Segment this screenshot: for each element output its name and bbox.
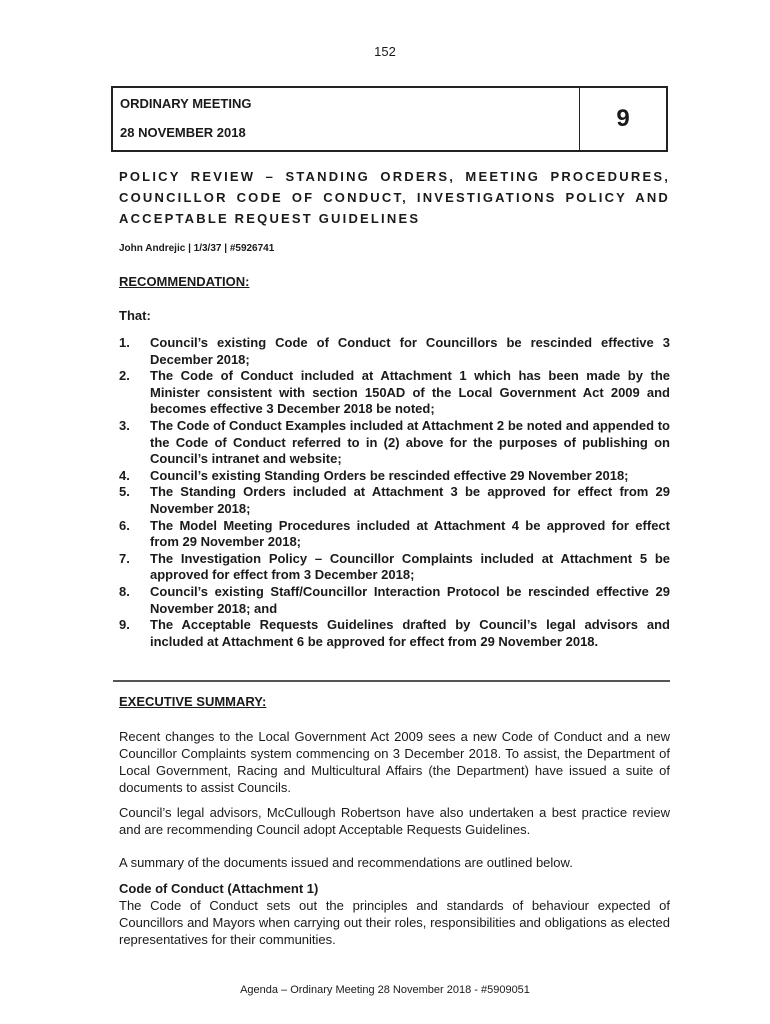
item-number: 1.	[119, 335, 130, 350]
recommendation-intro: That:	[119, 308, 151, 323]
item-text: Council’s existing Standing Orders be rescinded effective 29 November 2018;	[150, 467, 629, 483]
item-number: 9.	[119, 617, 130, 633]
item-number: 6.	[119, 517, 130, 533]
item-number: 5.	[119, 484, 130, 500]
agenda-item-number: 9	[616, 105, 630, 132]
recommendation-heading: RECOMMENDATION:	[119, 274, 250, 289]
list-item	[119, 551, 670, 584]
item-text: The Model Meeting Procedures included at Attachment 4 be approved for effect from 29 November 2018;	[150, 517, 670, 550]
list-item	[119, 617, 670, 650]
item-text: Council’s existing Code of Conduct for Councillors be rescinded effective 3 December 2018;	[150, 335, 670, 367]
section-divider	[113, 680, 670, 682]
list-item	[119, 584, 670, 617]
code-of-conduct-text: The Code of Conduct sets out the principles and standards of behaviour expected of Councillors and Mayors when carrying out their roles, responsibilities and obligations as elected representatives for their communities.	[119, 898, 670, 947]
code-of-conduct-section	[119, 880, 670, 948]
item-text: The Standing Orders included at Attachment 3 be approved for effect from 29 November 2018;	[150, 484, 670, 516]
page-number: 152	[374, 44, 396, 59]
summary-paragraph-2: Council’s legal advisors, McCullough Robertson have also undertaken a best practice review and are recommending Council adopt Acceptable Requests Guidelines.	[119, 805, 670, 837]
page-footer: Agenda – Ordinary Meeting 28 November 2018 - #5909051	[240, 984, 530, 996]
list-item	[119, 518, 670, 551]
executive-summary-heading: EXECUTIVE SUMMARY:	[119, 694, 267, 709]
item-text: Council’s existing Staff/Councillor Interaction Protocol be rescinded effective 29 November 2018; and	[150, 583, 670, 616]
item-number: 4.	[119, 467, 130, 483]
meeting-date: 28 NOVEMBER 2018	[120, 125, 246, 140]
list-item	[119, 335, 670, 368]
item-number: 2.	[119, 368, 130, 384]
item-text: The Investigation Policy – Councillor Complaints included at Attachment 5 be approved for effect from 3 December 2018;	[150, 550, 670, 583]
code-of-conduct-heading: Code of Conduct (Attachment 1)	[119, 881, 319, 896]
meeting-info	[113, 88, 580, 150]
recommendation-list	[119, 335, 670, 650]
meeting-type: ORDINARY MEETING	[120, 96, 252, 111]
item-text: The Code of Conduct included at Attachment 1 which has been made by the Minister consistent with section 150AD of the Local Government Act 2009 and becomes effective 3 December 2018 be noted;	[150, 368, 670, 417]
summary-paragraph-3: A summary of the documents issued and recommendations are outlined below.	[119, 855, 573, 870]
item-text: The Code of Conduct Examples included at Attachment 2 be noted and appended to the Code of Conduct referred to in (2) above for the purposes of publishing on Council’s intranet and website;	[150, 417, 670, 467]
item-number: 3.	[119, 417, 130, 433]
list-item	[119, 468, 670, 485]
item-number: 7.	[119, 550, 130, 566]
meeting-header-box	[111, 86, 668, 152]
list-item	[119, 368, 670, 418]
list-item	[119, 484, 670, 517]
report-title: POLICY REVIEW – STANDING ORDERS, MEETING PROCEDURES, COUNCILLOR CODE OF CONDUCT, INVESTIGATIONS POLICY AND ACCEPTABLE REQUEST GUIDELINES	[119, 169, 670, 226]
summary-paragraph-1: Recent changes to the Local Government Act 2009 sees a new Code of Conduct and a new Councillor Complaints system commencing on 3 December 2018. To assist, the Department of Local Government, Racing and Multicultural Affairs (the Department) have issued a suite of documents to assist Councils.	[119, 729, 670, 795]
list-item	[119, 418, 670, 468]
item-text: The Acceptable Requests Guidelines drafted by Council’s legal advisors and included at Attachment 6 be approved for effect from 29 November 2018.	[150, 617, 670, 649]
author-line: John Andrejic | 1/3/37 | #5926741	[119, 243, 275, 254]
item-number: 8.	[119, 583, 130, 599]
